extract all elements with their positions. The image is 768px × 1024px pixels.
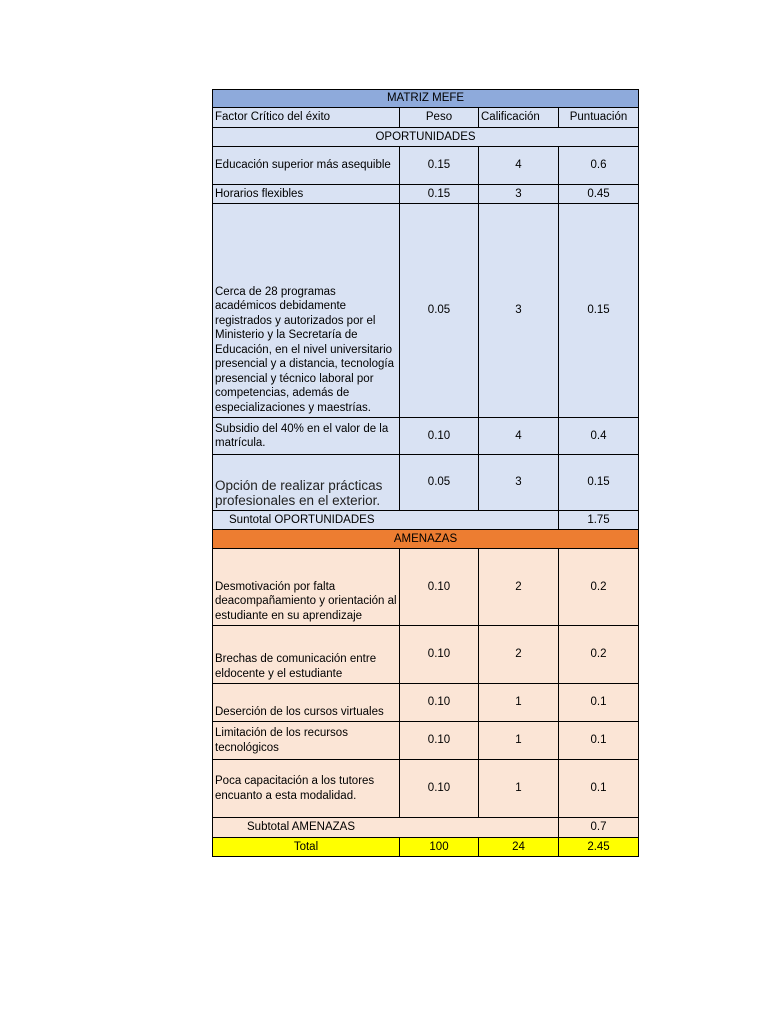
- calificacion-cell: 3: [479, 455, 559, 511]
- peso-cell: 0.10: [400, 626, 479, 684]
- table-row: [213, 760, 639, 818]
- threats-section-label: AMENAZAS: [213, 530, 639, 549]
- puntuacion-cell: 0.1: [559, 760, 639, 818]
- peso-cell: 0.10: [400, 760, 479, 818]
- calificacion-cell: 1: [479, 760, 559, 818]
- factor-cell: Deserción de los cursos virtuales: [213, 684, 400, 722]
- factor-cell: Limitación de los recursos tecnológicos: [213, 722, 400, 760]
- puntuacion-cell: 0.4: [559, 418, 639, 455]
- peso-cell: 0.15: [400, 185, 479, 204]
- header-row: [213, 108, 639, 128]
- header-puntuacion: Puntuación: [559, 108, 639, 128]
- table-row: [213, 455, 639, 511]
- threats-section-row: [213, 530, 639, 549]
- peso-cell: 0.05: [400, 204, 479, 418]
- opportunities-section-label: OPORTUNIDADES: [213, 128, 639, 147]
- factor-cell: Desmotivación por falta deacompañamiento y orientación al estudiante en su aprendizaje: [213, 549, 400, 626]
- calificacion-cell: 2: [479, 549, 559, 626]
- header-factor: Factor Crítico del éxito: [213, 108, 400, 128]
- puntuacion-cell: 0.15: [559, 455, 639, 511]
- table-row: [213, 684, 639, 722]
- peso-cell: 0.15: [400, 147, 479, 185]
- factor-cell: Horarios flexibles: [213, 185, 400, 204]
- calificacion-cell: 1: [479, 722, 559, 760]
- total-row: [213, 838, 639, 857]
- header-peso: Peso: [400, 108, 479, 128]
- opportunities-subtotal-label: Suntotal OPORTUNIDADES: [213, 511, 559, 530]
- puntuacion-cell: 0.45: [559, 185, 639, 204]
- opportunities-subtotal-row: [213, 511, 639, 530]
- puntuacion-cell: 0.1: [559, 722, 639, 760]
- opportunities-section-row: [213, 128, 639, 147]
- puntuacion-cell: 0.6: [559, 147, 639, 185]
- peso-cell: 0.05: [400, 455, 479, 511]
- table-title-row: [213, 90, 639, 108]
- table-row: [213, 185, 639, 204]
- calificacion-cell: 3: [479, 185, 559, 204]
- peso-cell: 0.10: [400, 722, 479, 760]
- threats-subtotal-value: 0.7: [559, 818, 639, 838]
- table-row: [213, 549, 639, 626]
- factor-cell: Poca capacitación a los tutores encuanto a esta modalidad.: [213, 760, 400, 818]
- puntuacion-cell: 0.15: [559, 204, 639, 418]
- table-row: [213, 147, 639, 185]
- total-calificacion: 24: [479, 838, 559, 857]
- puntuacion-cell: 0.1: [559, 684, 639, 722]
- peso-cell: 0.10: [400, 684, 479, 722]
- total-label: Total: [213, 838, 400, 857]
- table-row: [213, 204, 639, 418]
- mefe-matrix-table: [212, 89, 639, 857]
- table-title: MATRIZ MEFE: [213, 90, 639, 108]
- threats-subtotal-row: [213, 818, 639, 838]
- opportunities-subtotal-value: 1.75: [559, 511, 639, 530]
- total-puntuacion: 2.45: [559, 838, 639, 857]
- puntuacion-cell: 0.2: [559, 626, 639, 684]
- table-row: [213, 626, 639, 684]
- threats-subtotal-label: Subtotal AMENAZAS: [213, 818, 559, 838]
- factor-cell: Cerca de 28 programas académicos debidamente registrados y autorizados por el Ministerio y la Secretaría de Educación, en el nivel universitario presencial y a distancia, tecnología presencial y técnico laboral por competencias, además de especializaciones y maestrías.: [213, 204, 400, 418]
- puntuacion-cell: 0.2: [559, 549, 639, 626]
- calificacion-cell: 3: [479, 204, 559, 418]
- factor-cell: Subsidio del 40% en el valor de la matrícula.: [213, 418, 400, 455]
- peso-cell: 0.10: [400, 418, 479, 455]
- calificacion-cell: 4: [479, 418, 559, 455]
- peso-cell: 0.10: [400, 549, 479, 626]
- table-row: [213, 418, 639, 455]
- total-peso: 100: [400, 838, 479, 857]
- calificacion-cell: 1: [479, 684, 559, 722]
- header-calificacion: Calificación: [479, 108, 559, 128]
- calificacion-cell: 4: [479, 147, 559, 185]
- factor-cell: Brechas de comunicación entre eldocente y el estudiante: [213, 626, 400, 684]
- calificacion-cell: 2: [479, 626, 559, 684]
- table-row: [213, 722, 639, 760]
- factor-cell: Opción de realizar prácticas profesionales en el exterior.: [213, 455, 400, 511]
- factor-cell: Educación superior más asequible: [213, 147, 400, 185]
